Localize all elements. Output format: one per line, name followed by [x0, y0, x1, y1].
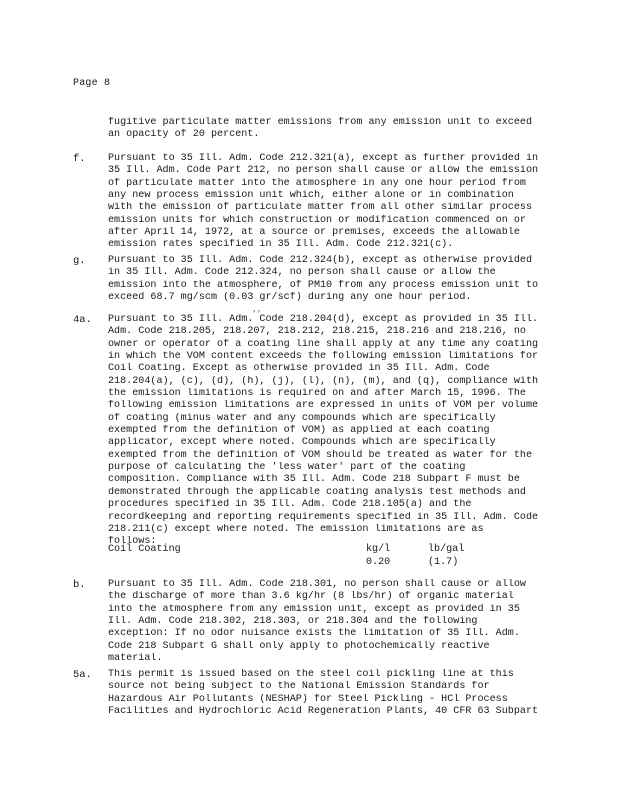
text-line: emission rates specified in 35 Ill. Adm. Code 212.321(c).	[108, 239, 454, 251]
text-line: emission into the atmosphere, of PM10 from any process emission unit to	[108, 279, 539, 291]
text-line: Pursuant to 35 Ill. Adm. Code 218.301, no person shall cause or allow	[108, 579, 526, 590]
section-label: f.	[73, 153, 86, 165]
text-line: Hazardous Air Pollutants (NESHAP) for Steel Pickling - HCl Process	[108, 693, 508, 705]
text-line: 35 Ill. Adm. Code Part 212, no person shall cause or allow the emission	[108, 165, 539, 177]
text-line: applicator, except where noted. Compounds which are specifically	[108, 437, 496, 449]
text-line: an opacity of 20 percent.	[108, 129, 260, 141]
coating-type: Coil Coating	[108, 544, 181, 555]
text-line: procedures specified in 35 Ill. Adm. Code 218.105(a) and the	[108, 499, 472, 511]
text-line: the discharge of more than 3.6 kg/hr (8 lbs/hr) of organic material	[108, 591, 514, 603]
text-line: Pursuant to 35 Ill. Adm. Code 218.204(d), except as provided in 35 Ill.	[108, 314, 539, 325]
text-line: exceed 68.7 mg/scm (0.03 gr/scf) during any one hour period.	[108, 292, 472, 304]
text-line: exception: If no odor nuisance exists the limitation of 35 Ill. Adm.	[108, 628, 520, 640]
text-line: owner or operator of a coating line shall apply at any time any coating	[108, 338, 539, 350]
section-label: 5a.	[73, 669, 92, 681]
text-line: into the atmosphere from any emission unit, except as provided in 35	[108, 603, 520, 615]
text-line: exempted from the definition of VOM) as applied at each coating	[108, 425, 490, 437]
text-line: with the emission of particulate matter from all other similar process	[108, 202, 533, 214]
text-line: Code 218 Subpart G shall only apply to photochemically reactive	[108, 640, 490, 652]
text-line: material.	[108, 653, 163, 665]
section-text	[108, 314, 542, 549]
text-line: in 35 Ill. Adm. Code 212.324, no person shall cause or allow the	[108, 267, 496, 279]
section-label: 4a.	[73, 314, 92, 326]
unit-kg-per-l: kg/l	[366, 544, 391, 555]
section-label: g.	[73, 255, 86, 267]
intro-text	[108, 117, 542, 142]
text-line: demonstrated through the applicable coating analysis test methods and	[108, 486, 526, 498]
limit-kg-per-l: 0.20	[366, 557, 391, 568]
text-line: composition. Compliance with 35 Ill. Adm. Code 218 Subpart F must be	[108, 474, 520, 486]
scan-mark: ‚‚	[252, 305, 262, 314]
text-line: 218.204(a), (c), (d), (h), (j), (l), (n), (m), and (q), compliance with	[108, 375, 539, 387]
text-line: in which the VOM content exceeds the following emission limitations for	[108, 351, 539, 363]
text-line: any new process emission unit which, either alone or in combination	[108, 190, 514, 202]
section-text	[108, 669, 542, 718]
text-line: 218.211(c) except where noted. The emission limitations are as	[108, 523, 484, 535]
text-line: of particulate matter into the atmosphere in any one hour period from	[108, 177, 526, 189]
page-label: Page 8	[73, 78, 111, 89]
text-line: of coating (minus water and any compounds which are specifically	[108, 412, 496, 424]
text-line: Pursuant to 35 Ill. Adm. Code 212.321(a), except as further provided in	[108, 153, 539, 164]
text-line: This permit is issued based on the steel coil pickling line at this	[108, 669, 514, 680]
text-line: exempted from the definition of VOM should be treated as water for the	[108, 449, 533, 461]
text-line: Coil Coating. Except as otherwise provided in 35 Ill. Adm. Code	[108, 363, 490, 375]
section-text	[108, 255, 542, 304]
section-text	[108, 579, 542, 665]
section-label: b.	[73, 579, 86, 591]
text-line: Pursuant to 35 Ill. Adm. Code 212.324(b), except as otherwise provided	[108, 255, 533, 266]
text-line: the emission limitations is required on and after March 15, 1996. The	[108, 388, 526, 400]
text-line: recordkeeping and reporting requirements specified in 35 Ill. Adm. Code	[108, 511, 539, 523]
text-line: source not being subject to the National Emission Standards for	[108, 681, 490, 693]
text-line: Ill. Adm. Code 218.302, 218.303, or 218.304 and the following	[108, 616, 478, 628]
text-line: purpose of calculating the 'less water' part of the coating	[108, 462, 466, 474]
text-line: following emission limitations are expressed in units of VOM per volume	[108, 400, 539, 412]
text-line: Facilities and Hydrochloric Acid Regeneration Plants, 40 CFR 63 Subpart	[108, 706, 539, 718]
limit-lb-per-gal: (1.7)	[428, 557, 459, 568]
text-line: fugitive particulate matter emissions from any emission unit to exceed	[108, 117, 533, 128]
unit-lb-per-gal: lb/gal	[428, 544, 465, 555]
text-line: Adm. Code 218.205, 218.207, 218.212, 218.215, 218.216 and 218.216, no	[108, 326, 526, 338]
text-line: follows:	[108, 536, 157, 548]
section-text	[108, 153, 542, 252]
text-line: emission units for which construction or modification commenced on or	[108, 214, 526, 226]
text-line: after April 14, 1972, at a source or premises, exceeds the allowable	[108, 227, 520, 239]
